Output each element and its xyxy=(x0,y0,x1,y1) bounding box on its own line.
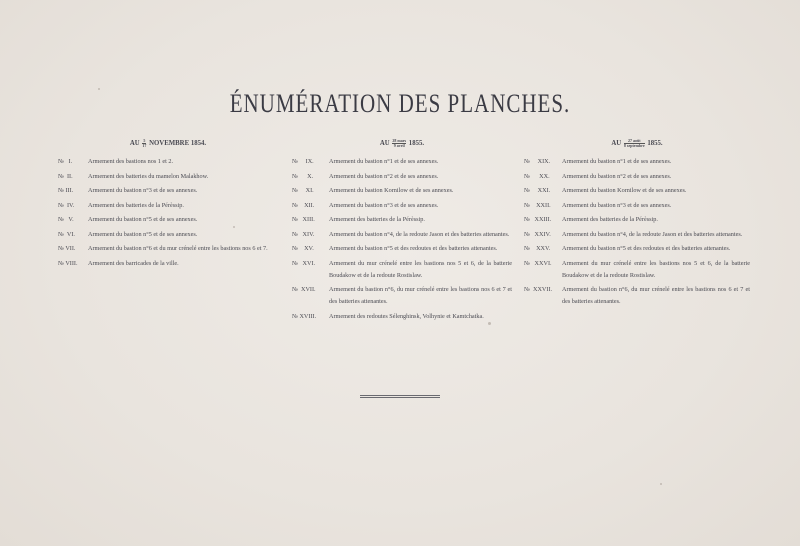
plate-entry xyxy=(292,185,512,197)
plate-description: Armement du bastion n°1 et de ses annexes. xyxy=(562,158,672,165)
plate-entry xyxy=(524,243,750,255)
heading-suffix: 1855. xyxy=(647,140,663,147)
paper-speck xyxy=(660,483,662,485)
plate-entry xyxy=(524,229,750,241)
plate-description: Armement du bastion n°6, du mur crénelé entre les bastions nos 6 et 7 et des batteries attenantes. xyxy=(562,286,750,305)
plate-description: Armement du bastion n°1 et de ses annexes. xyxy=(329,158,439,165)
heading-suffix: NOVEMBRE 1854. xyxy=(149,140,207,147)
plate-description: Armement des redoutes Sélenghinsk, Volhynie et Kamtchatka. xyxy=(329,312,484,320)
column-1 xyxy=(58,138,278,272)
plate-description: Armement du bastion n°6 et du mur crénelé entre les bastions nos 6 et 7. xyxy=(88,245,268,252)
plate-entry xyxy=(292,214,512,226)
plate-number: № V. xyxy=(58,216,74,223)
plate-description: Armement des barricades de la ville. xyxy=(88,259,179,267)
fraction-numerator: 28 mars xyxy=(392,137,407,143)
plate-description: Armement du bastion n°5 et de ses annexes. xyxy=(88,230,198,238)
paper-speck xyxy=(488,322,491,325)
plate-number: № XIV. xyxy=(292,230,315,238)
plate-number: № VIII. xyxy=(58,259,78,267)
plate-entry xyxy=(58,229,278,241)
plate-entry xyxy=(524,284,750,308)
plate-number: № VII. xyxy=(58,245,76,252)
plate-number: № XV. xyxy=(292,245,314,252)
plate-entry xyxy=(524,185,750,197)
plate-number: № I. xyxy=(58,158,73,165)
plate-entry xyxy=(58,214,278,226)
plate-description: Armement des bastions nos 1 et 2. xyxy=(88,158,174,165)
heading-prefix: AU xyxy=(379,140,390,147)
plate-number: № X. xyxy=(292,172,314,180)
plate-entry xyxy=(292,243,512,255)
plate-description: Armement du bastion Kornilow et de ses annexes. xyxy=(329,187,454,194)
plate-entry xyxy=(58,200,278,212)
date-fraction xyxy=(392,139,406,148)
page-title: ÉNUMÉRATION DES PLANCHES. xyxy=(229,88,571,118)
plate-number: № XXVI. xyxy=(524,259,552,267)
plate-description: Armement des batteries de la Pérèssip. xyxy=(88,201,184,209)
paper-speck xyxy=(98,88,100,90)
divider-rule xyxy=(360,395,440,398)
plate-entry xyxy=(524,156,750,168)
plate-entry xyxy=(292,311,512,323)
date-fraction xyxy=(624,139,645,148)
plate-number: № XXII. xyxy=(524,201,551,209)
plate-entry xyxy=(58,185,278,197)
column-heading xyxy=(292,138,512,150)
plate-number: № VI. xyxy=(58,230,75,238)
plate-entry xyxy=(292,171,512,183)
plate-description: Armement du mur crénelé entre les bastions nos 5 et 6, de la batterie Boudakow et de la redoute Rostislaw. xyxy=(329,259,512,279)
plate-entry xyxy=(524,171,750,183)
plate-number: № II. xyxy=(58,172,73,180)
plate-description: Armement du bastion n°2 et de ses annexes. xyxy=(329,172,439,180)
plate-description: Armement du bastion n°5 et des redoutes et des batteries attenantes. xyxy=(562,245,731,252)
plate-entry xyxy=(292,156,512,168)
column-heading xyxy=(524,138,750,150)
plate-number: № XX. xyxy=(524,172,550,180)
plate-entry xyxy=(292,229,512,241)
fraction-denominator: 17 xyxy=(142,142,147,148)
plate-number: № IV. xyxy=(58,201,75,209)
plate-entry xyxy=(58,171,278,183)
plate-entry xyxy=(58,156,278,168)
plate-entry xyxy=(292,258,512,282)
plate-number: № XXI. xyxy=(524,187,551,194)
plate-description: Armement du bastion n°5 et des redoutes et des batteries attenantes. xyxy=(329,245,498,252)
column-heading xyxy=(58,138,278,150)
plate-number: № XXIV. xyxy=(524,230,551,238)
plate-description: Armement des batteries de la Pérèssip. xyxy=(562,216,658,223)
column-2 xyxy=(292,138,512,325)
heading-suffix: 1855. xyxy=(408,140,425,147)
plate-entry xyxy=(524,214,750,226)
plate-description: Armement du bastion Kornilow et de ses annexes. xyxy=(562,187,687,194)
fraction-denominator: 8 septembre xyxy=(623,142,645,148)
plate-entry xyxy=(58,258,278,270)
plate-number: № XXV. xyxy=(524,245,551,252)
fraction-numerator: 5 xyxy=(143,137,146,143)
plate-number: № XIII. xyxy=(292,216,315,223)
paper-speck xyxy=(233,226,235,228)
plate-description: Armement des batteries de la Pérèssip. xyxy=(329,216,425,223)
plate-description: Armement du bastion n°3 et de ses annexes. xyxy=(562,201,672,209)
date-fraction xyxy=(142,139,146,148)
plate-description: Armement du mur crénelé entre les bastions nos 5 et 6, de la batterie Boudakow et de la redoute Rostislaw. xyxy=(562,259,750,279)
plate-entry xyxy=(524,258,750,282)
plate-number: № XXVII. xyxy=(524,286,553,293)
plate-number: № XVIII. xyxy=(292,312,317,320)
fraction-numerator: 27 août xyxy=(624,139,645,144)
plate-description: Armement du bastion n°6, du mur crénelé entre les bastions nos 6 et 7 et des batteries attenantes. xyxy=(329,286,512,305)
plate-number: № XVI. xyxy=(292,259,316,267)
heading-prefix: AU xyxy=(611,140,622,147)
plate-entry xyxy=(292,284,512,308)
plate-description: Armement du bastion n°4, de la redoute Jason et des batteries attenantes. xyxy=(562,230,743,238)
fraction-denominator: 9 avril xyxy=(393,142,405,148)
plate-description: Armement du bastion n°3 et de ses annexes. xyxy=(88,187,198,194)
plate-number: № III. xyxy=(58,187,74,194)
plate-number: № IX. xyxy=(292,158,314,165)
plate-description: Armement des batteries du mamelon Malakhow. xyxy=(88,172,209,180)
plate-description: Armement du bastion n°3 et de ses annexes. xyxy=(329,201,439,209)
plate-entry xyxy=(524,200,750,212)
plate-description: Armement du bastion n°5 et de ses annexes. xyxy=(88,216,198,223)
plate-number: № XIX. xyxy=(524,158,551,165)
heading-prefix: AU xyxy=(129,140,140,147)
plate-number: № XXIII. xyxy=(524,216,552,223)
plate-entry xyxy=(292,200,512,212)
plate-description: Armement du bastion n°4, de la redoute Jason et des batteries attenantes. xyxy=(329,230,510,238)
plate-number: № XII. xyxy=(292,201,315,209)
plate-description: Armement du bastion n°2 et de ses annexes. xyxy=(562,172,672,180)
plate-number: № XVII. xyxy=(292,286,316,293)
column-3 xyxy=(524,138,750,311)
plate-number: № XI. xyxy=(292,187,314,194)
plate-entry xyxy=(58,243,278,255)
